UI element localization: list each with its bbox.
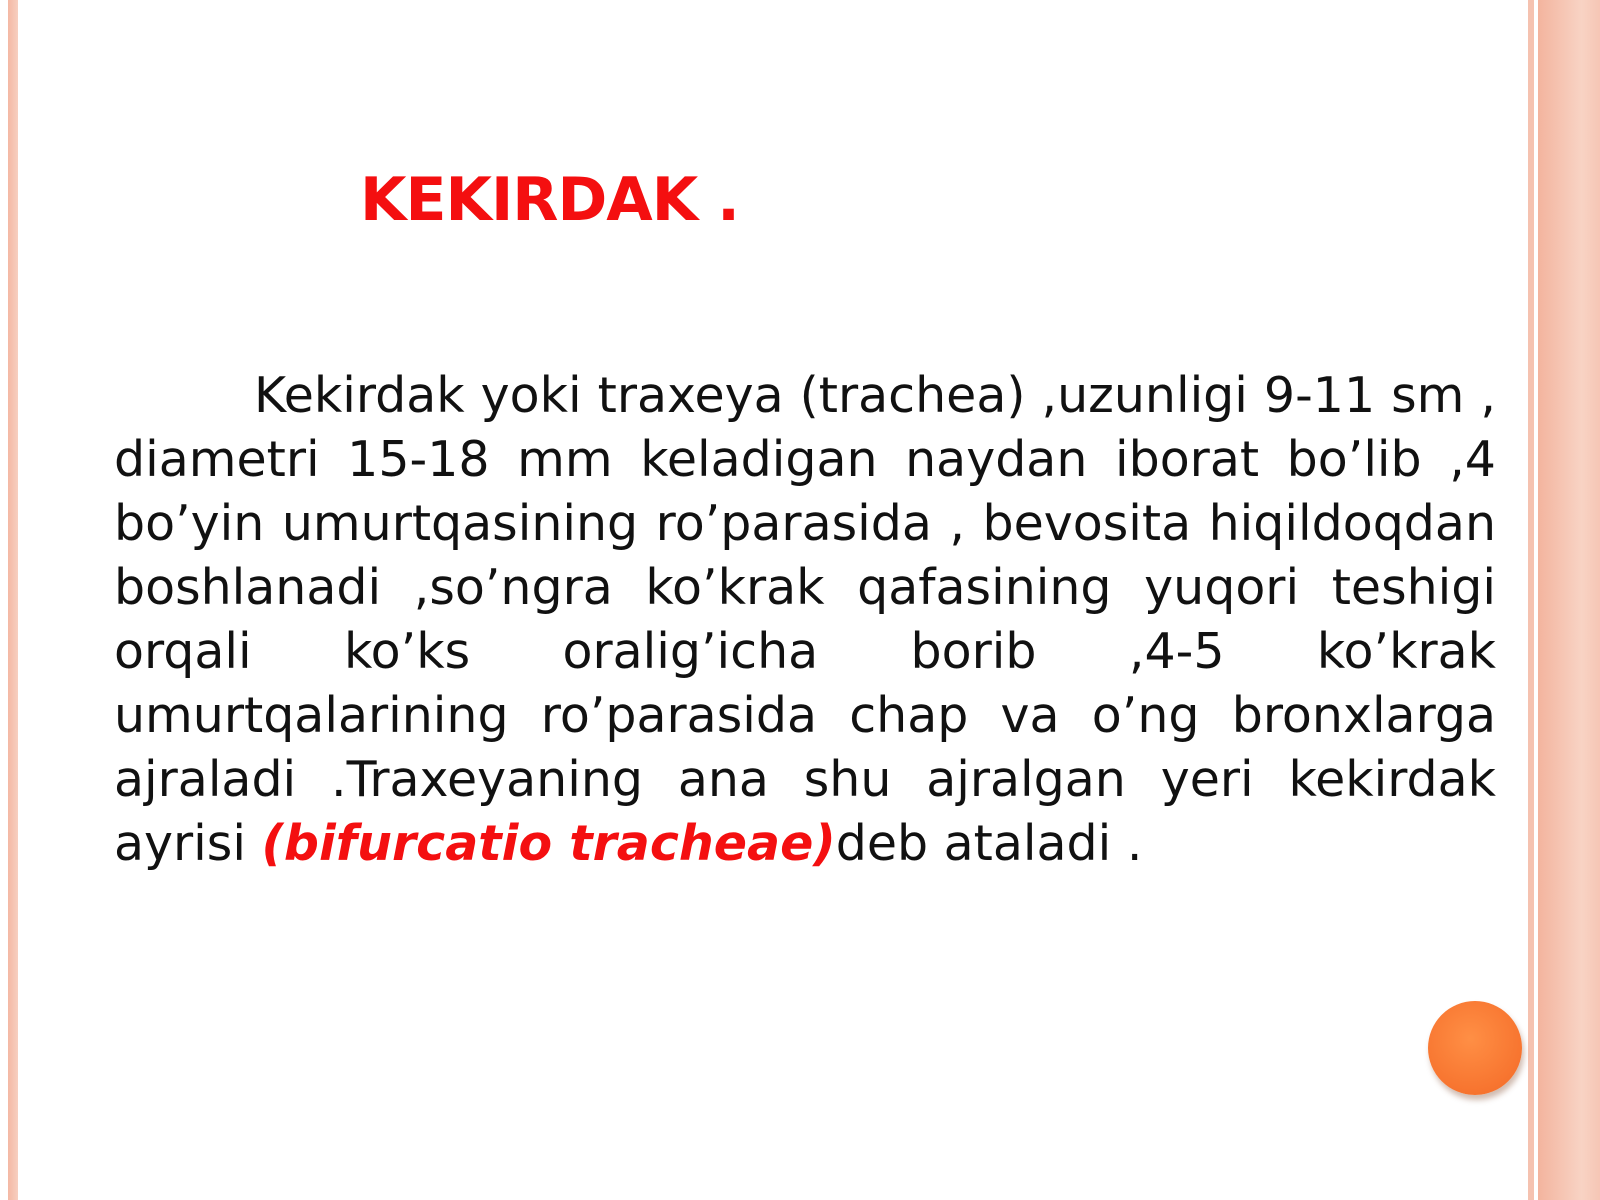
body-text-ending: deb ataladi .	[835, 815, 1143, 872]
slide-title: KEKIRDAK .	[360, 165, 739, 235]
slide-body-text	[114, 364, 1496, 876]
orange-circle-decoration	[1428, 1001, 1522, 1095]
body-text-highlight-term: (bifurcatio tracheae)	[261, 815, 836, 872]
right-border-wide-stripe	[1538, 0, 1600, 1200]
left-border-stripe	[8, 0, 18, 1200]
right-border-thin-stripe	[1528, 0, 1534, 1200]
body-text-main: Kekirdak yoki traxeya (trachea) ,uzunligi 9-11 sm , diametri 15-18 mm keladigan naydan iborat bo’lib ,4 bo’yin umurtqasining ro’parasida , bevosita hiqildoqdan boshlanadi ,so’ngra ko’krak qafasining yuqori teshigi orqali ko’ks oralig’icha borib ,4-5 ko’krak umurtqalarining ro’parasida chap va o’ng bronxlarga ajraladi .Traxeyaning ana shu ajralgan yeri kekirdak ayrisi	[114, 367, 1496, 872]
